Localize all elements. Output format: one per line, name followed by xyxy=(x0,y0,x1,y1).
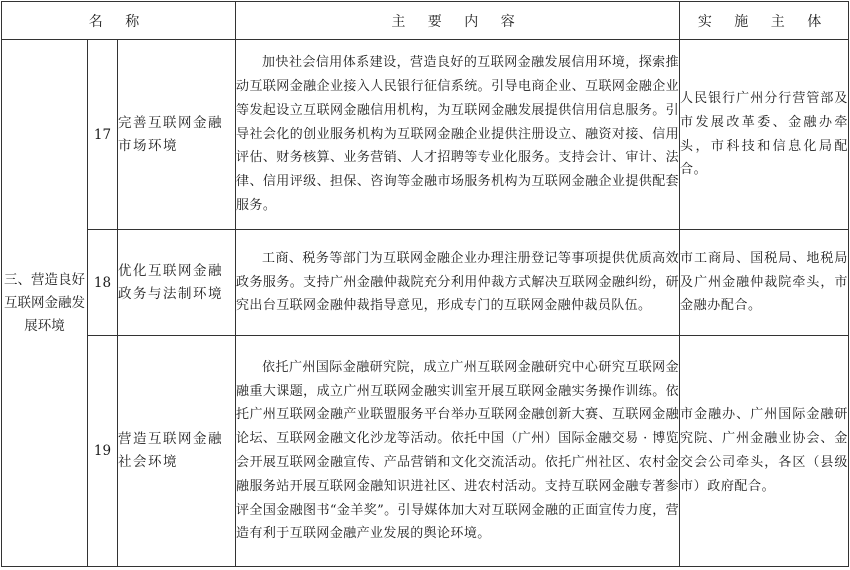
table-row xyxy=(2,336,849,567)
table-header-row xyxy=(2,2,849,40)
header-entity: 实 施 主 体 xyxy=(680,2,849,40)
policy-table xyxy=(1,1,849,567)
row-entity: 人民银行广州分行营管部及市发展改革委、金融办牵头，市科技和信息化局配合。 xyxy=(680,40,849,230)
row-number: 18 xyxy=(88,230,118,336)
table-row xyxy=(2,40,849,230)
header-name: 名 称 xyxy=(2,2,236,40)
row-name: 完善互联网金融市场环境 xyxy=(118,40,236,230)
row-content: 工商、税务等部门为互联网金融企业办理注册登记等事项提供优质高效政务服务。支持广州金融仲裁院充分利用仲裁方式解决互联网金融纠纷，研究出台互联网金融仲裁指导意见，形成专门的互联网金融仲裁员队伍。 xyxy=(236,230,680,336)
row-content: 依托广州国际金融研究院，成立广州互联网金融研究中心研究互联网金融重大课题，成立广州互联网金融实训室开展互联网金融实务操作训练。依托广州互联网金融产业联盟服务平台举办互联网金融创新大赛、互联网金融论坛、互联网金融文化沙龙等活动。依托中国（广州）国际金融交易 · 博览会开展互联网金融宣传、产品营销和文化交流活动。依托广州社区、农村金融服务站开展互联网金融知识进社区、进农村活动。支持互联网金融专著参评全国金融图书“金羊奖”。引导媒体加大对互联网金融的正面宣传力度，营造有利于互联网金融产业发展的舆论环境。 xyxy=(236,336,680,567)
row-name: 优化互联网金融政务与法制环境 xyxy=(118,230,236,336)
row-entity: 市金融办、广州国际金融研究院、广州金融业协会、金交会公司牵头，各区（县级市）政府配合。 xyxy=(680,336,849,567)
row-number: 17 xyxy=(88,40,118,230)
row-entity: 市工商局、国税局、地税局及广州金融仲裁院牵头，市金融办配合。 xyxy=(680,230,849,336)
row-number: 19 xyxy=(88,336,118,567)
row-name: 营造互联网金融社会环境 xyxy=(118,336,236,567)
row-content: 加快社会信用体系建设，营造良好的互联网金融发展信用环境，探索推动互联网金融企业接入人民银行征信系统。引导电商企业、互联网金融企业等发起设立互联网金融信用机构，为互联网金融发展提供信用信息服务。引导社会化的创业服务机构为互联网金融企业提供注册设立、融资对接、信用评估、财务核算、业务营销、人才招聘等专业化服务。支持会计、审计、法律、信用评级、担保、咨询等金融市场服务机构为互联网金融企业提供配套服务。 xyxy=(236,40,680,230)
table-row xyxy=(2,230,849,336)
header-content: 主 要 内 容 xyxy=(236,2,680,40)
section-title: 三、营造良好互联网金融发展环境 xyxy=(2,40,88,567)
